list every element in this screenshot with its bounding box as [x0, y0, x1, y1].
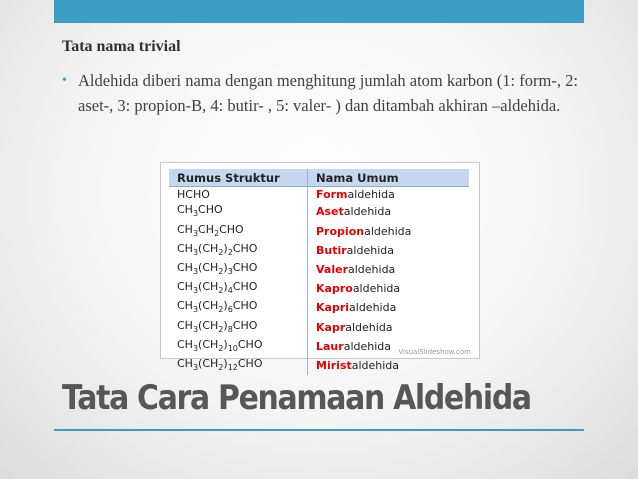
name-cell [308, 241, 470, 260]
formula-subscript: 3 [192, 267, 199, 277]
formula-part: CH [177, 299, 193, 313]
name-suffix: aldehida [349, 301, 397, 315]
formula-part: CH [177, 241, 193, 255]
formula-cell [169, 260, 308, 279]
table-row [169, 356, 469, 375]
formula-part: ) [223, 318, 228, 332]
formula-part: HCHO [177, 188, 210, 202]
formula-part: CHO [219, 222, 244, 236]
aldehyde-naming-table [160, 162, 480, 373]
formula-part: ) [223, 356, 228, 370]
table-body [169, 187, 469, 376]
bullet-dot-icon: • [62, 73, 67, 88]
name-prefix: Kapr [316, 320, 346, 334]
formula-cell [169, 318, 308, 337]
formula-part: CH [177, 203, 193, 217]
formula-subscript: 3 [227, 267, 233, 277]
formula-part: ) [223, 241, 228, 255]
formula-subscript: 3 [192, 343, 199, 353]
formula-subscript: 3 [192, 228, 199, 238]
name-prefix: Kapro [316, 282, 353, 296]
table-row [169, 279, 469, 298]
formula-subscript: 3 [192, 247, 199, 257]
name-prefix: Kapri [316, 301, 350, 315]
name-cell [308, 202, 470, 221]
name-prefix: Valer [316, 263, 348, 277]
name-prefix: Mirist [316, 358, 352, 372]
table-row [169, 202, 469, 221]
table-header-row [169, 169, 469, 187]
formula-subscript: 2 [218, 343, 224, 353]
table-row [169, 222, 469, 241]
name-suffix: aldehida [364, 224, 412, 238]
formula-subscript: 3 [192, 286, 199, 296]
name-prefix: Form [316, 188, 348, 202]
formula-part: ) [223, 280, 228, 294]
header-rumus-struktur: Rumus Struktur [169, 169, 308, 187]
table-row [169, 187, 469, 203]
name-cell [308, 222, 470, 241]
naming-table [169, 169, 469, 375]
formula-cell [169, 298, 308, 317]
formula-subscript: 3 [192, 209, 199, 219]
formula-part: (CH [198, 260, 219, 274]
table-row [169, 318, 469, 337]
formula-cell [169, 202, 308, 221]
top-accent-bar [54, 0, 584, 23]
formula-cell [169, 241, 308, 260]
name-suffix: aldehida [346, 243, 394, 257]
formula-subscript: 2 [218, 247, 224, 257]
formula-part: ) [223, 337, 228, 351]
formula-subscript: 2 [227, 247, 233, 257]
formula-subscript: 10 [227, 343, 238, 353]
formula-part: (CH [198, 318, 219, 332]
name-cell [308, 279, 470, 298]
name-prefix: Propion [316, 224, 365, 238]
name-cell [308, 298, 470, 317]
formula-part: CHO [232, 260, 258, 274]
name-prefix: Aset [316, 205, 344, 219]
name-suffix: aldehida [347, 188, 395, 202]
formula-part: CH [177, 222, 193, 236]
bullet-text: Aldehida diberi nama dengan menghitung jumlah atom karbon (1: form-, 2: aset-, 3: propion-B, 4: butir- , 5: valer- ) dan ditambah akhiran –aldehida. [78, 71, 578, 115]
formula-subscript: 3 [192, 305, 199, 315]
formula-subscript: 2 [218, 305, 224, 315]
formula-subscript: 8 [227, 324, 233, 334]
formula-part: CHO [232, 280, 258, 294]
name-prefix: Butir [316, 243, 347, 257]
name-suffix: aldehida [348, 263, 396, 277]
formula-subscript: 6 [227, 305, 233, 315]
formula-part: CHO [232, 299, 258, 313]
formula-part: ) [223, 260, 228, 274]
formula-part: ) [223, 299, 228, 313]
slide-title: Tata Cara Penamaan Aldehida [62, 378, 531, 418]
name-prefix: Laur [316, 339, 344, 353]
section-subtitle: Tata nama trivial [62, 38, 181, 55]
formula-subscript: 2 [218, 267, 224, 277]
name-cell [308, 356, 470, 375]
formula-part: (CH [198, 299, 219, 313]
formula-cell [169, 222, 308, 241]
name-cell [308, 187, 470, 203]
formula-subscript: 3 [192, 363, 199, 373]
formula-part: CH [198, 222, 214, 236]
formula-part: CHO [237, 356, 263, 370]
formula-subscript: 2 [218, 286, 224, 296]
formula-part: CH [177, 280, 193, 294]
formula-part: CH [177, 260, 193, 274]
formula-cell [169, 337, 308, 356]
table-row [169, 260, 469, 279]
name-suffix: aldehida [343, 339, 392, 353]
watermark: VisualSlideshow.com [398, 348, 471, 356]
name-suffix: aldehida [345, 320, 393, 334]
formula-subscript: 3 [192, 324, 199, 334]
formula-part: CHO [198, 203, 223, 217]
formula-cell [169, 356, 308, 375]
name-suffix: aldehida [351, 358, 400, 372]
table-row [169, 241, 469, 260]
formula-part: CH [177, 356, 193, 370]
header-nama-umum: Nama Umum [308, 169, 470, 187]
table-row [169, 298, 469, 317]
formula-subscript: 2 [214, 228, 220, 238]
formula-part: CHO [232, 318, 258, 332]
formula-part: (CH [198, 337, 219, 351]
formula-part: CHO [232, 241, 258, 255]
formula-subscript: 4 [227, 286, 233, 296]
name-suffix: aldehida [352, 282, 401, 296]
name-cell [308, 318, 470, 337]
formula-subscript: 2 [218, 324, 224, 334]
name-suffix: aldehida [343, 205, 392, 219]
formula-subscript: 12 [227, 363, 238, 373]
formula-part: CH [177, 337, 193, 351]
formula-part: (CH [198, 241, 219, 255]
formula-cell [169, 187, 308, 203]
name-cell [308, 260, 470, 279]
formula-part: CHO [237, 337, 263, 351]
formula-part: (CH [198, 356, 219, 370]
formula-subscript: 2 [218, 363, 224, 373]
title-underline [54, 429, 584, 431]
formula-cell [169, 279, 308, 298]
formula-part: CH [177, 318, 193, 332]
formula-part: (CH [198, 280, 219, 294]
